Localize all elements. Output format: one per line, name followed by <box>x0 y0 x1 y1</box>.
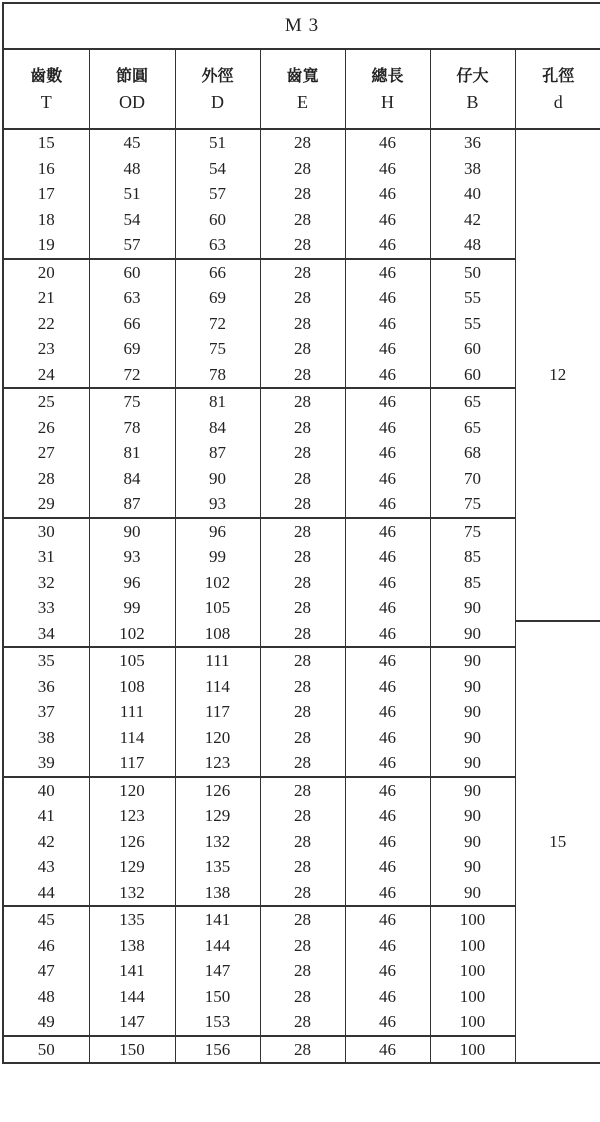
table-row <box>3 181 600 207</box>
cell-pitch-diameter: 144 <box>89 984 175 1010</box>
cell-hub-diameter: 40 <box>430 181 515 207</box>
cell-teeth: 43 <box>3 854 89 880</box>
cell-teeth: 49 <box>3 1009 89 1036</box>
cell-teeth: 40 <box>3 777 89 804</box>
cell-outer-diameter: 57 <box>175 181 260 207</box>
cell-hub-diameter: 100 <box>430 1036 515 1064</box>
cell-outer-diameter: 111 <box>175 647 260 674</box>
cell-outer-diameter: 81 <box>175 388 260 415</box>
cell-pitch-diameter: 114 <box>89 725 175 751</box>
cell-outer-diameter: 126 <box>175 777 260 804</box>
col-header-hub-diameter: 仔大 B <box>430 50 515 129</box>
cell-teeth: 37 <box>3 699 89 725</box>
cell-hub-diameter: 70 <box>430 466 515 492</box>
cell-teeth: 44 <box>3 880 89 907</box>
cell-total-length: 46 <box>345 829 430 855</box>
cell-outer-diameter: 108 <box>175 621 260 648</box>
cell-teeth: 41 <box>3 803 89 829</box>
cell-hub-diameter: 42 <box>430 207 515 233</box>
cell-pitch-diameter: 141 <box>89 958 175 984</box>
cell-teeth: 31 <box>3 544 89 570</box>
cell-hub-diameter: 65 <box>430 415 515 441</box>
cell-hub-diameter: 90 <box>430 750 515 777</box>
cell-total-length: 46 <box>345 803 430 829</box>
cell-pitch-diameter: 147 <box>89 1009 175 1036</box>
cell-teeth: 29 <box>3 491 89 518</box>
cell-teeth: 18 <box>3 207 89 233</box>
cell-total-length: 46 <box>345 725 430 751</box>
cell-bore: 12 <box>515 129 600 621</box>
cell-face-width: 28 <box>260 621 345 648</box>
cell-pitch-diameter: 78 <box>89 415 175 441</box>
table-row <box>3 906 600 933</box>
cell-teeth: 25 <box>3 388 89 415</box>
cell-hub-diameter: 38 <box>430 156 515 182</box>
col-header-total-length: 總長 H <box>345 50 430 129</box>
cell-total-length: 46 <box>345 362 430 389</box>
cell-teeth: 30 <box>3 518 89 545</box>
cell-outer-diameter: 96 <box>175 518 260 545</box>
cell-outer-diameter: 90 <box>175 466 260 492</box>
cell-total-length: 46 <box>345 491 430 518</box>
cell-outer-diameter: 156 <box>175 1036 260 1064</box>
col-header-teeth: 齒數 T <box>3 50 89 129</box>
col-header-face-width: 齒寬 E <box>260 50 345 129</box>
table-row <box>3 803 600 829</box>
cell-total-length: 46 <box>345 854 430 880</box>
cell-total-length: 46 <box>345 647 430 674</box>
cell-pitch-diameter: 105 <box>89 647 175 674</box>
table-row <box>3 933 600 959</box>
cell-outer-diameter: 102 <box>175 570 260 596</box>
cell-hub-diameter: 90 <box>430 803 515 829</box>
cell-total-length: 46 <box>345 1036 430 1064</box>
cell-outer-diameter: 72 <box>175 311 260 337</box>
cell-face-width: 28 <box>260 259 345 286</box>
cell-hub-diameter: 90 <box>430 647 515 674</box>
cell-total-length: 46 <box>345 129 430 156</box>
cell-total-length: 46 <box>345 595 430 621</box>
cell-total-length: 46 <box>345 906 430 933</box>
cell-outer-diameter: 75 <box>175 336 260 362</box>
cell-total-length: 46 <box>345 156 430 182</box>
cell-teeth: 36 <box>3 674 89 700</box>
cell-hub-diameter: 90 <box>430 725 515 751</box>
col-header-bore: 孔徑 d <box>515 50 600 129</box>
cell-pitch-diameter: 111 <box>89 699 175 725</box>
cell-total-length: 46 <box>345 415 430 441</box>
cell-face-width: 28 <box>260 440 345 466</box>
gear-spec-table <box>2 50 600 1064</box>
cell-teeth: 34 <box>3 621 89 648</box>
table-row <box>3 440 600 466</box>
cell-hub-diameter: 60 <box>430 336 515 362</box>
table-row <box>3 311 600 337</box>
table-row <box>3 674 600 700</box>
cell-total-length: 46 <box>345 621 430 648</box>
cell-face-width: 28 <box>260 906 345 933</box>
cell-total-length: 46 <box>345 232 430 259</box>
cell-hub-diameter: 50 <box>430 259 515 286</box>
cell-outer-diameter: 87 <box>175 440 260 466</box>
cell-teeth: 47 <box>3 958 89 984</box>
cell-outer-diameter: 63 <box>175 232 260 259</box>
cell-teeth: 17 <box>3 181 89 207</box>
cell-total-length: 46 <box>345 311 430 337</box>
cell-teeth: 19 <box>3 232 89 259</box>
cell-pitch-diameter: 120 <box>89 777 175 804</box>
table-row <box>3 259 600 286</box>
cell-hub-diameter: 90 <box>430 595 515 621</box>
cell-teeth: 22 <box>3 311 89 337</box>
header-row <box>3 50 600 129</box>
cell-outer-diameter: 54 <box>175 156 260 182</box>
cell-bore: 15 <box>515 621 600 1064</box>
cell-pitch-diameter: 72 <box>89 362 175 389</box>
table-row <box>3 1036 600 1064</box>
cell-outer-diameter: 78 <box>175 362 260 389</box>
cell-face-width: 28 <box>260 518 345 545</box>
cell-outer-diameter: 60 <box>175 207 260 233</box>
cell-face-width: 28 <box>260 181 345 207</box>
cell-teeth: 21 <box>3 285 89 311</box>
table-row <box>3 362 600 389</box>
table-row <box>3 777 600 804</box>
cell-total-length: 46 <box>345 958 430 984</box>
cell-total-length: 46 <box>345 285 430 311</box>
table-row <box>3 544 600 570</box>
cell-hub-diameter: 60 <box>430 362 515 389</box>
table-row <box>3 207 600 233</box>
cell-teeth: 28 <box>3 466 89 492</box>
cell-pitch-diameter: 84 <box>89 466 175 492</box>
cell-total-length: 46 <box>345 570 430 596</box>
cell-hub-diameter: 100 <box>430 933 515 959</box>
cell-total-length: 46 <box>345 699 430 725</box>
cell-teeth: 23 <box>3 336 89 362</box>
cell-face-width: 28 <box>260 674 345 700</box>
cell-pitch-diameter: 126 <box>89 829 175 855</box>
cell-hub-diameter: 55 <box>430 311 515 337</box>
table-row <box>3 829 600 855</box>
cell-total-length: 46 <box>345 518 430 545</box>
cell-hub-diameter: 85 <box>430 544 515 570</box>
cell-face-width: 28 <box>260 725 345 751</box>
cell-pitch-diameter: 66 <box>89 311 175 337</box>
cell-hub-diameter: 90 <box>430 699 515 725</box>
cell-pitch-diameter: 54 <box>89 207 175 233</box>
table-row <box>3 880 600 907</box>
cell-face-width: 28 <box>260 415 345 441</box>
cell-pitch-diameter: 138 <box>89 933 175 959</box>
cell-pitch-diameter: 150 <box>89 1036 175 1064</box>
cell-face-width: 28 <box>260 829 345 855</box>
cell-teeth: 32 <box>3 570 89 596</box>
table-row <box>3 595 600 621</box>
cell-face-width: 28 <box>260 285 345 311</box>
cell-hub-diameter: 65 <box>430 388 515 415</box>
cell-teeth: 26 <box>3 415 89 441</box>
cell-face-width: 28 <box>260 129 345 156</box>
cell-teeth: 20 <box>3 259 89 286</box>
table-row <box>3 466 600 492</box>
cell-total-length: 46 <box>345 750 430 777</box>
table-row <box>3 1009 600 1036</box>
cell-pitch-diameter: 48 <box>89 156 175 182</box>
table-row <box>3 570 600 596</box>
cell-hub-diameter: 85 <box>430 570 515 596</box>
cell-outer-diameter: 69 <box>175 285 260 311</box>
cell-outer-diameter: 99 <box>175 544 260 570</box>
cell-teeth: 33 <box>3 595 89 621</box>
cell-outer-diameter: 105 <box>175 595 260 621</box>
cell-hub-diameter: 48 <box>430 232 515 259</box>
cell-hub-diameter: 90 <box>430 777 515 804</box>
cell-pitch-diameter: 135 <box>89 906 175 933</box>
cell-teeth: 27 <box>3 440 89 466</box>
cell-outer-diameter: 93 <box>175 491 260 518</box>
cell-outer-diameter: 147 <box>175 958 260 984</box>
cell-pitch-diameter: 99 <box>89 595 175 621</box>
cell-total-length: 46 <box>345 1009 430 1036</box>
cell-face-width: 28 <box>260 880 345 907</box>
cell-teeth: 39 <box>3 750 89 777</box>
cell-outer-diameter: 144 <box>175 933 260 959</box>
table-row <box>3 647 600 674</box>
table-row <box>3 491 600 518</box>
cell-pitch-diameter: 57 <box>89 232 175 259</box>
cell-hub-diameter: 100 <box>430 958 515 984</box>
cell-hub-diameter: 90 <box>430 854 515 880</box>
cell-outer-diameter: 84 <box>175 415 260 441</box>
spec-sheet <box>2 2 600 1064</box>
cell-outer-diameter: 117 <box>175 699 260 725</box>
cell-hub-diameter: 75 <box>430 518 515 545</box>
cell-outer-diameter: 114 <box>175 674 260 700</box>
cell-total-length: 46 <box>345 544 430 570</box>
cell-face-width: 28 <box>260 933 345 959</box>
cell-face-width: 28 <box>260 750 345 777</box>
table-row <box>3 129 600 156</box>
cell-face-width: 28 <box>260 984 345 1010</box>
cell-outer-diameter: 138 <box>175 880 260 907</box>
cell-pitch-diameter: 123 <box>89 803 175 829</box>
cell-face-width: 28 <box>260 699 345 725</box>
cell-pitch-diameter: 90 <box>89 518 175 545</box>
table-row <box>3 958 600 984</box>
cell-hub-diameter: 55 <box>430 285 515 311</box>
table-title: M 3 <box>2 2 600 50</box>
table-row <box>3 518 600 545</box>
table-row <box>3 750 600 777</box>
cell-teeth: 45 <box>3 906 89 933</box>
table-row <box>3 621 600 648</box>
cell-hub-diameter: 100 <box>430 984 515 1010</box>
cell-hub-diameter: 90 <box>430 829 515 855</box>
cell-pitch-diameter: 81 <box>89 440 175 466</box>
cell-total-length: 46 <box>345 777 430 804</box>
cell-outer-diameter: 153 <box>175 1009 260 1036</box>
table-row <box>3 725 600 751</box>
cell-hub-diameter: 90 <box>430 674 515 700</box>
cell-face-width: 28 <box>260 854 345 880</box>
cell-pitch-diameter: 96 <box>89 570 175 596</box>
cell-outer-diameter: 51 <box>175 129 260 156</box>
cell-outer-diameter: 66 <box>175 259 260 286</box>
cell-face-width: 28 <box>260 232 345 259</box>
cell-face-width: 28 <box>260 777 345 804</box>
cell-outer-diameter: 141 <box>175 906 260 933</box>
cell-teeth: 46 <box>3 933 89 959</box>
cell-total-length: 46 <box>345 388 430 415</box>
cell-face-width: 28 <box>260 570 345 596</box>
cell-total-length: 46 <box>345 984 430 1010</box>
table-row <box>3 232 600 259</box>
col-header-pitch-diameter: 節圓 OD <box>89 50 175 129</box>
table-row <box>3 854 600 880</box>
cell-pitch-diameter: 51 <box>89 181 175 207</box>
table-row <box>3 984 600 1010</box>
cell-total-length: 46 <box>345 207 430 233</box>
cell-hub-diameter: 68 <box>430 440 515 466</box>
cell-outer-diameter: 132 <box>175 829 260 855</box>
cell-face-width: 28 <box>260 388 345 415</box>
cell-total-length: 46 <box>345 336 430 362</box>
cell-face-width: 28 <box>260 1009 345 1036</box>
cell-total-length: 46 <box>345 466 430 492</box>
cell-hub-diameter: 90 <box>430 880 515 907</box>
cell-face-width: 28 <box>260 958 345 984</box>
table-row <box>3 699 600 725</box>
cell-hub-diameter: 100 <box>430 906 515 933</box>
cell-teeth: 48 <box>3 984 89 1010</box>
cell-pitch-diameter: 132 <box>89 880 175 907</box>
cell-pitch-diameter: 108 <box>89 674 175 700</box>
cell-pitch-diameter: 69 <box>89 336 175 362</box>
cell-pitch-diameter: 102 <box>89 621 175 648</box>
cell-pitch-diameter: 63 <box>89 285 175 311</box>
cell-face-width: 28 <box>260 466 345 492</box>
cell-face-width: 28 <box>260 207 345 233</box>
cell-face-width: 28 <box>260 336 345 362</box>
cell-teeth: 15 <box>3 129 89 156</box>
cell-face-width: 28 <box>260 491 345 518</box>
cell-teeth: 38 <box>3 725 89 751</box>
cell-face-width: 28 <box>260 156 345 182</box>
cell-total-length: 46 <box>345 259 430 286</box>
table-row <box>3 285 600 311</box>
cell-hub-diameter: 75 <box>430 491 515 518</box>
col-header-outer-diameter: 外徑 D <box>175 50 260 129</box>
table-row <box>3 415 600 441</box>
cell-teeth: 42 <box>3 829 89 855</box>
cell-face-width: 28 <box>260 544 345 570</box>
cell-pitch-diameter: 129 <box>89 854 175 880</box>
cell-total-length: 46 <box>345 440 430 466</box>
cell-face-width: 28 <box>260 362 345 389</box>
cell-teeth: 50 <box>3 1036 89 1064</box>
cell-outer-diameter: 120 <box>175 725 260 751</box>
cell-outer-diameter: 129 <box>175 803 260 829</box>
cell-pitch-diameter: 75 <box>89 388 175 415</box>
cell-total-length: 46 <box>345 880 430 907</box>
cell-teeth: 16 <box>3 156 89 182</box>
cell-pitch-diameter: 117 <box>89 750 175 777</box>
cell-outer-diameter: 135 <box>175 854 260 880</box>
cell-pitch-diameter: 93 <box>89 544 175 570</box>
cell-hub-diameter: 90 <box>430 621 515 648</box>
cell-hub-diameter: 36 <box>430 129 515 156</box>
cell-total-length: 46 <box>345 933 430 959</box>
cell-teeth: 35 <box>3 647 89 674</box>
cell-total-length: 46 <box>345 181 430 207</box>
cell-outer-diameter: 150 <box>175 984 260 1010</box>
cell-pitch-diameter: 45 <box>89 129 175 156</box>
cell-face-width: 28 <box>260 311 345 337</box>
cell-face-width: 28 <box>260 595 345 621</box>
cell-total-length: 46 <box>345 674 430 700</box>
cell-pitch-diameter: 60 <box>89 259 175 286</box>
cell-face-width: 28 <box>260 803 345 829</box>
table-row <box>3 388 600 415</box>
cell-hub-diameter: 100 <box>430 1009 515 1036</box>
table-row <box>3 336 600 362</box>
table-row <box>3 156 600 182</box>
cell-outer-diameter: 123 <box>175 750 260 777</box>
cell-face-width: 28 <box>260 647 345 674</box>
cell-face-width: 28 <box>260 1036 345 1064</box>
cell-teeth: 24 <box>3 362 89 389</box>
cell-pitch-diameter: 87 <box>89 491 175 518</box>
